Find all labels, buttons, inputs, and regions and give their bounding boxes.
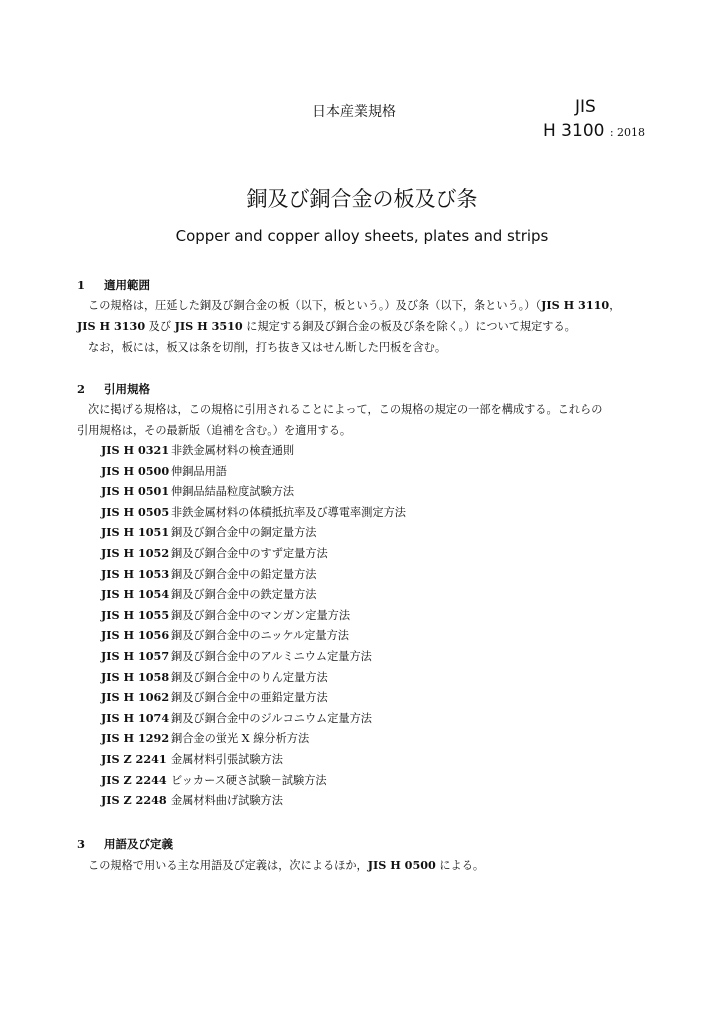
reference-code: JIS H 1055: [101, 607, 170, 622]
reference-title: 銅及び銅合金中の鉄定量方法: [171, 588, 317, 602]
reference-code: JIS Z 2248: [101, 793, 167, 808]
reference-title: 銅及び銅合金中のマンガン定量方法: [171, 608, 351, 622]
reference-title: 銅及び銅合金中のジルコニウム定量方法: [171, 711, 372, 725]
section-2-paragraph-line: 引用規格は，その最新版（追補を含む。）を適用する。: [77, 424, 352, 437]
standard-reference: JIS H 0500: [367, 858, 436, 872]
reference-code: JIS H 1292: [101, 731, 170, 746]
reference-code: JIS H 0501: [101, 484, 170, 499]
reference-code: JIS H 1056: [101, 628, 170, 643]
reference-title: ビッカース硬さ試験－試験方法: [171, 773, 327, 787]
standard-number: H 3100: [543, 121, 605, 141]
standard-name: 日本産業規格: [312, 104, 396, 120]
reference-code: JIS H 1057: [101, 649, 170, 663]
section-number: 2: [77, 382, 86, 396]
title-japanese: 銅及び銅合金の板及び条: [246, 187, 478, 211]
reference-code: JIS H 1058: [101, 669, 170, 684]
section-title: 引用規格: [104, 382, 150, 396]
reference-code: JIS Z 2241: [101, 752, 167, 766]
reference-title: 金属材料曲げ試験方法: [171, 794, 283, 808]
section-number: 1: [77, 278, 86, 292]
section-number: 3: [77, 837, 86, 851]
reference-code: JIS H 0505: [101, 504, 170, 519]
standard-reference: JIS H 3130: [77, 319, 146, 333]
title-english: Copper and copper alloy sheets, plates and strips: [175, 227, 549, 245]
standard-reference: JIS H 3510: [174, 319, 243, 333]
reference-item: [101, 586, 316, 602]
standard-reference: JIS H 3110: [541, 298, 610, 312]
reference-title: 銅及び銅合金中のアルミニウム定量方法: [171, 650, 372, 663]
standard-code: [543, 121, 645, 141]
paragraph-text: この規格は，圧延した銅及び銅合金の板（以下，板という。）及び条（以下，条という。）（: [88, 299, 542, 312]
reference-title: 銅及び銅合金中の銅定量方法: [171, 526, 317, 540]
reference-code: JIS H 0321: [101, 443, 170, 457]
reference-code: JIS H 0500: [101, 463, 170, 478]
reference-item: [101, 566, 316, 582]
paragraph-text: ，: [609, 299, 621, 312]
reference-title: 伸銅品結晶粒度試験方法: [171, 485, 295, 499]
reference-title: 伸銅品用語: [171, 464, 227, 478]
jis-label: JIS: [575, 97, 596, 117]
section-3-paragraph-line: [88, 857, 484, 873]
paragraph-text: に規定する銅及び銅合金の板及び条を除く。）について規定する。: [242, 320, 576, 333]
reference-item: [101, 772, 327, 788]
reference-title: 非鉄金属材料の検査通則: [171, 444, 295, 457]
reference-code: JIS H 1052: [101, 546, 170, 560]
reference-item: [101, 710, 372, 726]
reference-item: [101, 524, 316, 540]
reference-item: [101, 607, 350, 623]
reference-title: 銅及び銅合金中の鉛定量方法: [171, 567, 317, 581]
section-1-note: なお，板には，板又は条を切削，打ち抜き又はせん断した円板を含む。: [88, 341, 447, 354]
reference-title: 銅及び銅合金中のりん定量方法: [171, 670, 328, 684]
reference-item: [101, 463, 227, 479]
standard-year: : 2018: [609, 126, 646, 139]
section-1-paragraph-line: [88, 297, 620, 313]
reference-item: [101, 504, 406, 520]
reference-item: [101, 483, 294, 499]
reference-title: 銅及び銅合金中のすず定量方法: [171, 547, 328, 560]
reference-item: [101, 648, 372, 664]
section-1-paragraph-line: [77, 318, 576, 334]
section-2-heading: [77, 381, 150, 397]
section-title: 用語及び定義: [104, 837, 173, 851]
reference-title: 非鉄金属材料の体積抵抗率及び導電率測定方法: [171, 505, 406, 519]
paragraph-text: 及び: [145, 320, 175, 333]
reference-item: [101, 792, 283, 808]
reference-title: 銅及び銅合金中のニッケル定量方法: [171, 629, 349, 643]
reference-title: 銅及び銅合金中の亜鉛定量方法: [171, 691, 328, 705]
reference-code: JIS H 1053: [101, 566, 170, 581]
reference-item: [101, 442, 294, 458]
section-1-heading: [77, 277, 150, 293]
reference-code: JIS H 1051: [101, 525, 170, 540]
reference-item: [101, 751, 283, 767]
reference-item: [101, 730, 309, 746]
reference-item: [101, 627, 349, 643]
reference-code: JIS H 1054: [101, 587, 170, 602]
reference-item: [101, 689, 328, 705]
reference-code: JIS H 1074: [101, 710, 170, 725]
section-2-paragraph-line: 次に掲げる規格は，この規格に引用されることによって，この規格の規定の一部を構成する。これらの: [88, 403, 603, 416]
section-title: 適用範囲: [104, 278, 150, 292]
reference-code: JIS Z 2244: [101, 772, 167, 787]
section-3-heading: [77, 836, 173, 852]
reference-item: [101, 669, 328, 685]
paragraph-text: この規格で用いる主な用語及び定義は，次によるほか，: [88, 859, 368, 872]
reference-code: JIS H 1062: [101, 690, 170, 705]
reference-title: 銅合金の蛍光 X 線分析方法: [171, 732, 310, 746]
reference-item: [101, 545, 328, 561]
reference-title: 金属材料引張試験方法: [171, 753, 283, 766]
paragraph-text: による。: [435, 859, 485, 872]
